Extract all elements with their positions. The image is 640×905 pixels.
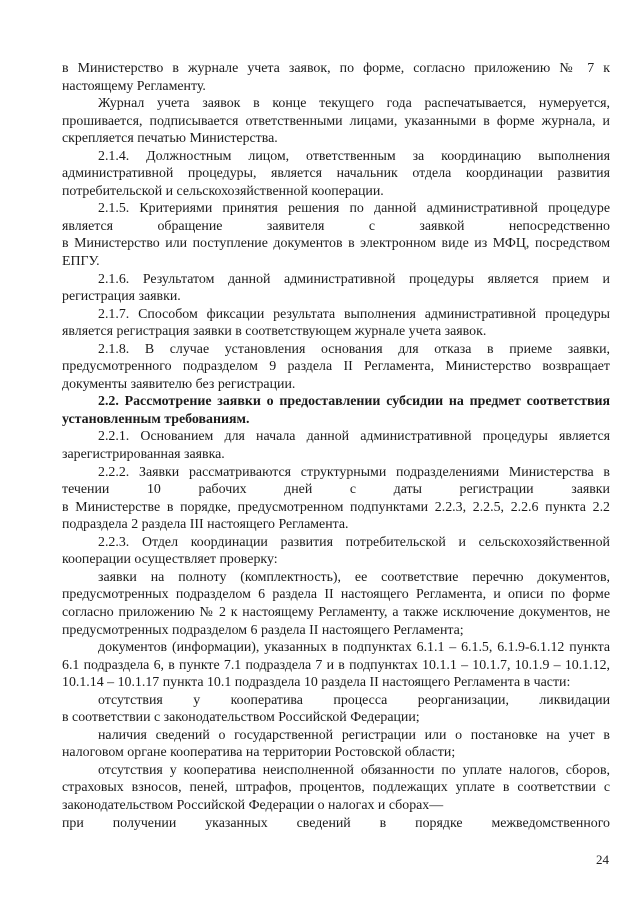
paragraph: при получении указанных сведений в порядке межведомственного [62,815,610,831]
section-heading [62,393,610,428]
page-number: 24 [596,852,609,867]
paragraph: Журнал учета заявок в конце текущего года распечатывается, нумеруется, прошивается, подписывается ответственными лицами, указанными в форме журнала, и скрепляется печатью Министерства. [62,96,610,147]
paragraph: 2.1.6. Результатом данной административной процедуры является прием и регистрация заявки. [62,271,610,305]
paragraph: 2.1.5. Критериями принятия решения по данной административной процедуре является обращение заявителя с заявкой непосредственно [62,201,610,234]
paragraph: заявки на полноту (комплектность), ее соответствие перечню документов, предусмотренных подразделом 6 раздела II настоящего Регламента, и описи по форме согласно приложению № 2 к настоящему Регламенту, а также исключение документов, не предусмотренных подразделом 6 раздела II настоящего Регламента; [62,569,610,638]
paragraph: 2.2.3. Отдел координации развития потребительской и сельскохозяйственной кооперации осуществляет проверку: [62,534,610,568]
paragraph: отсутствия у кооператива процесса реорганизации, ликвидации [98,692,610,708]
paragraph: в соответствии с законодательством Российской Федерации; [62,710,420,726]
paragraph: 2.1.4. Должностным лицом, ответственным за координацию выполнения административной процедуры, является начальник отдела координации развития потребительской и сельскохозяйственной кооперации. [62,148,610,199]
paragraph: в Министерство в журнале учета заявок, по форме, согласно приложению № 7 к настоящему Регламенту. [62,61,610,94]
paragraph: в Министерство или поступление документов в электронном виде из МФЦ, посредством ЕПГУ. [62,236,610,270]
paragraph: наличия сведений о государственной регистрации или о постановке на учет в налоговом органе кооператива на территории Ростовской области; [62,727,610,761]
document-body [62,60,610,832]
paragraph: в Министерстве в порядке, предусмотренном подпунктами 2.2.3, 2.2.5, 2.2.6 пункта 2.2 подраздела 2 раздела III настоящего Регламента. [62,499,610,533]
paragraph: отсутствия у кооператива неисполненной обязанности по уплате налогов, сборов, страховых взносов, пеней, штрафов, процентов, подлежащих уплате в соответствии с законодательством Российской Федерации о налогах и сборах— [62,762,610,813]
paragraph: документов (информации), указанных в подпунктах 6.1.1 – 6.1.5, 6.1.9-6.1.12 пункта 6.1 подраздела 6, в пункте 7.1 подраздела 7 и в подпунктах 10.1.1 – 10.1.7, 10.1.9 – 10.1.12, 10.1.14 – 10.1.17 пункта 10.1 подраздела 10 раздела II настоящего Регламента в части: [62,640,610,691]
section-heading-text: 2.2. Рассмотрение заявки о предоставлении субсидии на предмет соответствия установленным требованиям. [62,394,610,427]
paragraph: 2.1.8. В случае установления основания для отказа в приеме заявки, предусмотренного подразделом 9 раздела II Регламента, Министерство возвращает документы заявителю без регистрации. [62,341,610,392]
paragraph: 2.2.1. Основанием для начала данной административной процедуры является зарегистрированная заявка. [62,429,610,463]
paragraph: 2.1.7. Способом фиксации результата выполнения административной процедуры является регистрация заявки в соответствующем журнале учета заявок. [62,306,610,340]
paragraph: 2.2.2. Заявки рассматриваются структурными подразделениями Министерства в течении 10 рабочих дней с даты регистрации заявки [62,464,610,498]
